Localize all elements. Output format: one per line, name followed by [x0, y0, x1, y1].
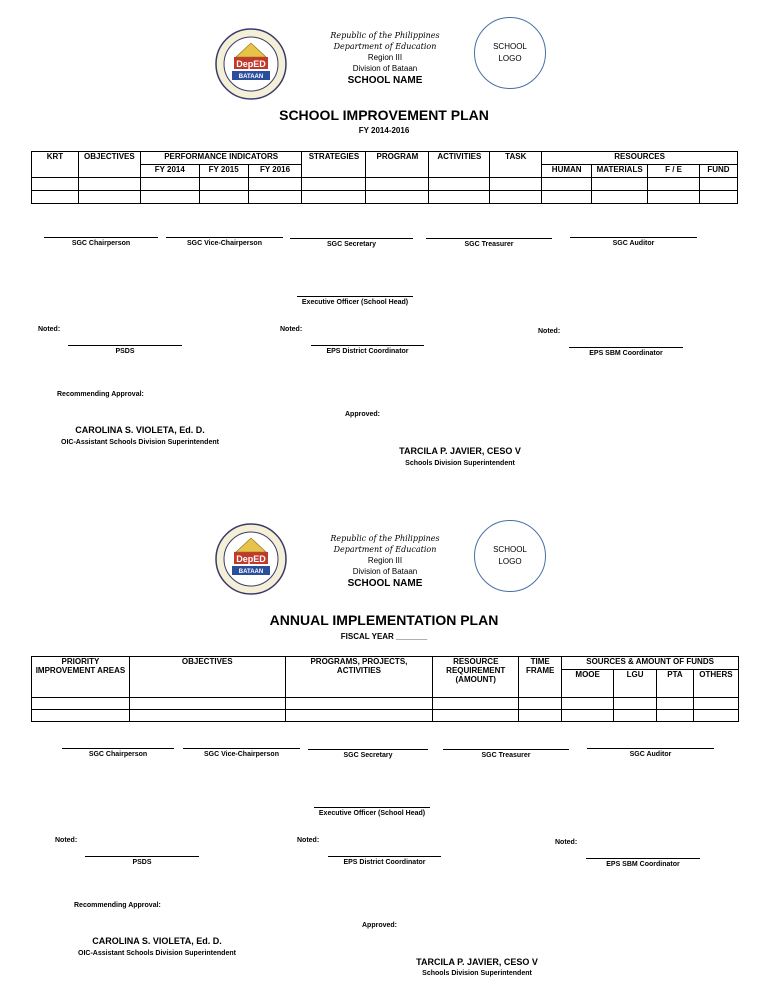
eps-district-signature: EPS District Coordinator	[328, 856, 441, 866]
letterhead	[300, 533, 470, 590]
col-resources: RESOURCES	[542, 152, 738, 165]
sip-title: SCHOOL IMPROVEMENT PLAN	[279, 107, 489, 123]
table-row	[32, 657, 739, 670]
seal-sublabel: BATAAN	[238, 569, 264, 575]
col-fy2016: FY 2016	[248, 165, 302, 178]
col-human: HUMAN	[542, 165, 592, 178]
col-time-frame: TIME FRAME	[519, 657, 562, 698]
noted-label: Noted:	[55, 837, 78, 844]
aip-subtitle: FISCAL YEAR _______	[340, 632, 428, 641]
table-row	[32, 152, 738, 165]
school-name: SCHOOL NAME	[347, 75, 423, 86]
col-objectives: OBJECTIVES	[78, 152, 140, 178]
recommending-label: Recommending Approval:	[57, 391, 144, 398]
col-strategies: STRATEGIES	[302, 152, 366, 178]
col-materials: MATERIALS	[592, 165, 648, 178]
recommending-position: OIC-Assistant Schools Division Superintendent	[78, 950, 236, 957]
eps-sbm-signature: EPS SBM Coordinator	[586, 858, 700, 868]
col-task: TASK	[490, 152, 542, 178]
deped-seal-icon	[214, 522, 288, 596]
col-lgu: LGU	[614, 670, 657, 698]
eps-district-signature: EPS District Coordinator	[311, 345, 424, 355]
col-others: OTHERS	[693, 670, 738, 698]
approving-position: Schools Division Superintendent	[405, 460, 515, 467]
school-logo-text: LOGO	[498, 557, 522, 566]
col-fy2015: FY 2015	[199, 165, 248, 178]
school-logo-placeholder	[474, 520, 546, 592]
sgc-treasurer-signature: SGC Treasurer	[443, 749, 569, 759]
approving-position: Schools Division Superintendent	[422, 970, 532, 977]
division-line: Division of Bataan	[352, 567, 418, 576]
recommending-name: CAROLINA S. VIOLETA, Ed. D.	[92, 936, 222, 946]
col-programs: PROGRAMS, PROJECTS, ACTIVITIES	[285, 657, 433, 698]
republic-line: Republic of the Philippines	[330, 31, 440, 40]
recommending-position: OIC-Assistant Schools Division Superintendent	[61, 439, 219, 446]
school-logo-placeholder	[474, 17, 546, 89]
aip-title: ANNUAL IMPLEMENTATION PLAN	[269, 612, 499, 628]
letterhead	[300, 30, 470, 87]
sgc-secretary-signature: SGC Secretary	[308, 749, 428, 759]
sgc-treasurer-signature: SGC Treasurer	[426, 238, 552, 248]
seal-label: DepED	[236, 59, 266, 69]
sgc-vice-signature: SGC Vice-Chairperson	[183, 748, 300, 758]
deped-seal-icon	[214, 27, 288, 101]
col-activities: ACTIVITIES	[429, 152, 490, 178]
table-row	[32, 191, 738, 204]
approving-name: TARCILA P. JAVIER, CESO V	[416, 957, 538, 967]
col-resource-requirement: RESOURCE REQUIREMENT (AMOUNT)	[433, 657, 519, 698]
sip-table	[31, 151, 738, 204]
exec-officer-signature: Executive Officer (School Head)	[297, 296, 413, 306]
school-logo-text: SCHOOL	[493, 545, 527, 554]
col-krt: KRT	[32, 152, 79, 178]
seal-sublabel: BATAAN	[238, 74, 264, 80]
col-objectives: OBJECTIVES	[129, 657, 285, 698]
col-fe: F / E	[648, 165, 700, 178]
noted-label: Noted:	[297, 837, 320, 844]
table-row	[32, 178, 738, 191]
sgc-auditor-signature: SGC Auditor	[587, 748, 714, 758]
exec-officer-signature: Executive Officer (School Head)	[314, 807, 430, 817]
psds-signature: PSDS	[85, 856, 199, 866]
col-fund: FUND	[699, 165, 737, 178]
col-sources: SOURCES & AMOUNT OF FUNDS	[562, 657, 739, 670]
col-mooe: MOOE	[562, 670, 614, 698]
col-pta: PTA	[657, 670, 694, 698]
region-line: Region III	[367, 53, 403, 62]
recommending-name: CAROLINA S. VIOLETA, Ed. D.	[75, 425, 205, 435]
noted-label: Noted:	[280, 326, 303, 333]
noted-label: Noted:	[538, 328, 561, 335]
division-line: Division of Bataan	[352, 64, 418, 73]
school-logo-text: LOGO	[498, 54, 522, 63]
sgc-vice-signature: SGC Vice-Chairperson	[166, 237, 283, 247]
department-line: Department of Education	[333, 42, 437, 51]
col-performance: PERFORMANCE INDICATORS	[140, 152, 302, 165]
table-row	[32, 710, 739, 722]
sgc-chairperson-signature: SGC Chairperson	[62, 748, 174, 758]
col-priority-areas: PRIORITY IMPROVEMENT AREAS	[32, 657, 130, 698]
school-name: SCHOOL NAME	[347, 578, 423, 589]
psds-signature: PSDS	[68, 345, 182, 355]
approving-name: TARCILA P. JAVIER, CESO V	[399, 446, 521, 456]
sgc-secretary-signature: SGC Secretary	[290, 238, 413, 248]
aip-table	[31, 656, 739, 722]
republic-line: Republic of the Philippines	[330, 534, 440, 543]
department-line: Department of Education	[333, 545, 437, 554]
noted-label: Noted:	[38, 326, 61, 333]
table-row	[32, 698, 739, 710]
eps-sbm-signature: EPS SBM Coordinator	[569, 347, 683, 357]
sip-subtitle: FY 2014-2016	[358, 126, 410, 135]
sgc-auditor-signature: SGC Auditor	[570, 237, 697, 247]
region-line: Region III	[367, 556, 403, 565]
seal-label: DepED	[236, 554, 266, 564]
school-logo-text: SCHOOL	[493, 42, 527, 51]
sgc-chairperson-signature: SGC Chairperson	[44, 237, 158, 247]
col-program: PROGRAM	[366, 152, 429, 178]
col-fy2014: FY 2014	[140, 165, 199, 178]
recommending-label: Recommending Approval:	[74, 902, 161, 909]
approved-label: Approved:	[362, 922, 397, 929]
noted-label: Noted:	[555, 839, 578, 846]
approved-label: Approved:	[345, 411, 380, 418]
